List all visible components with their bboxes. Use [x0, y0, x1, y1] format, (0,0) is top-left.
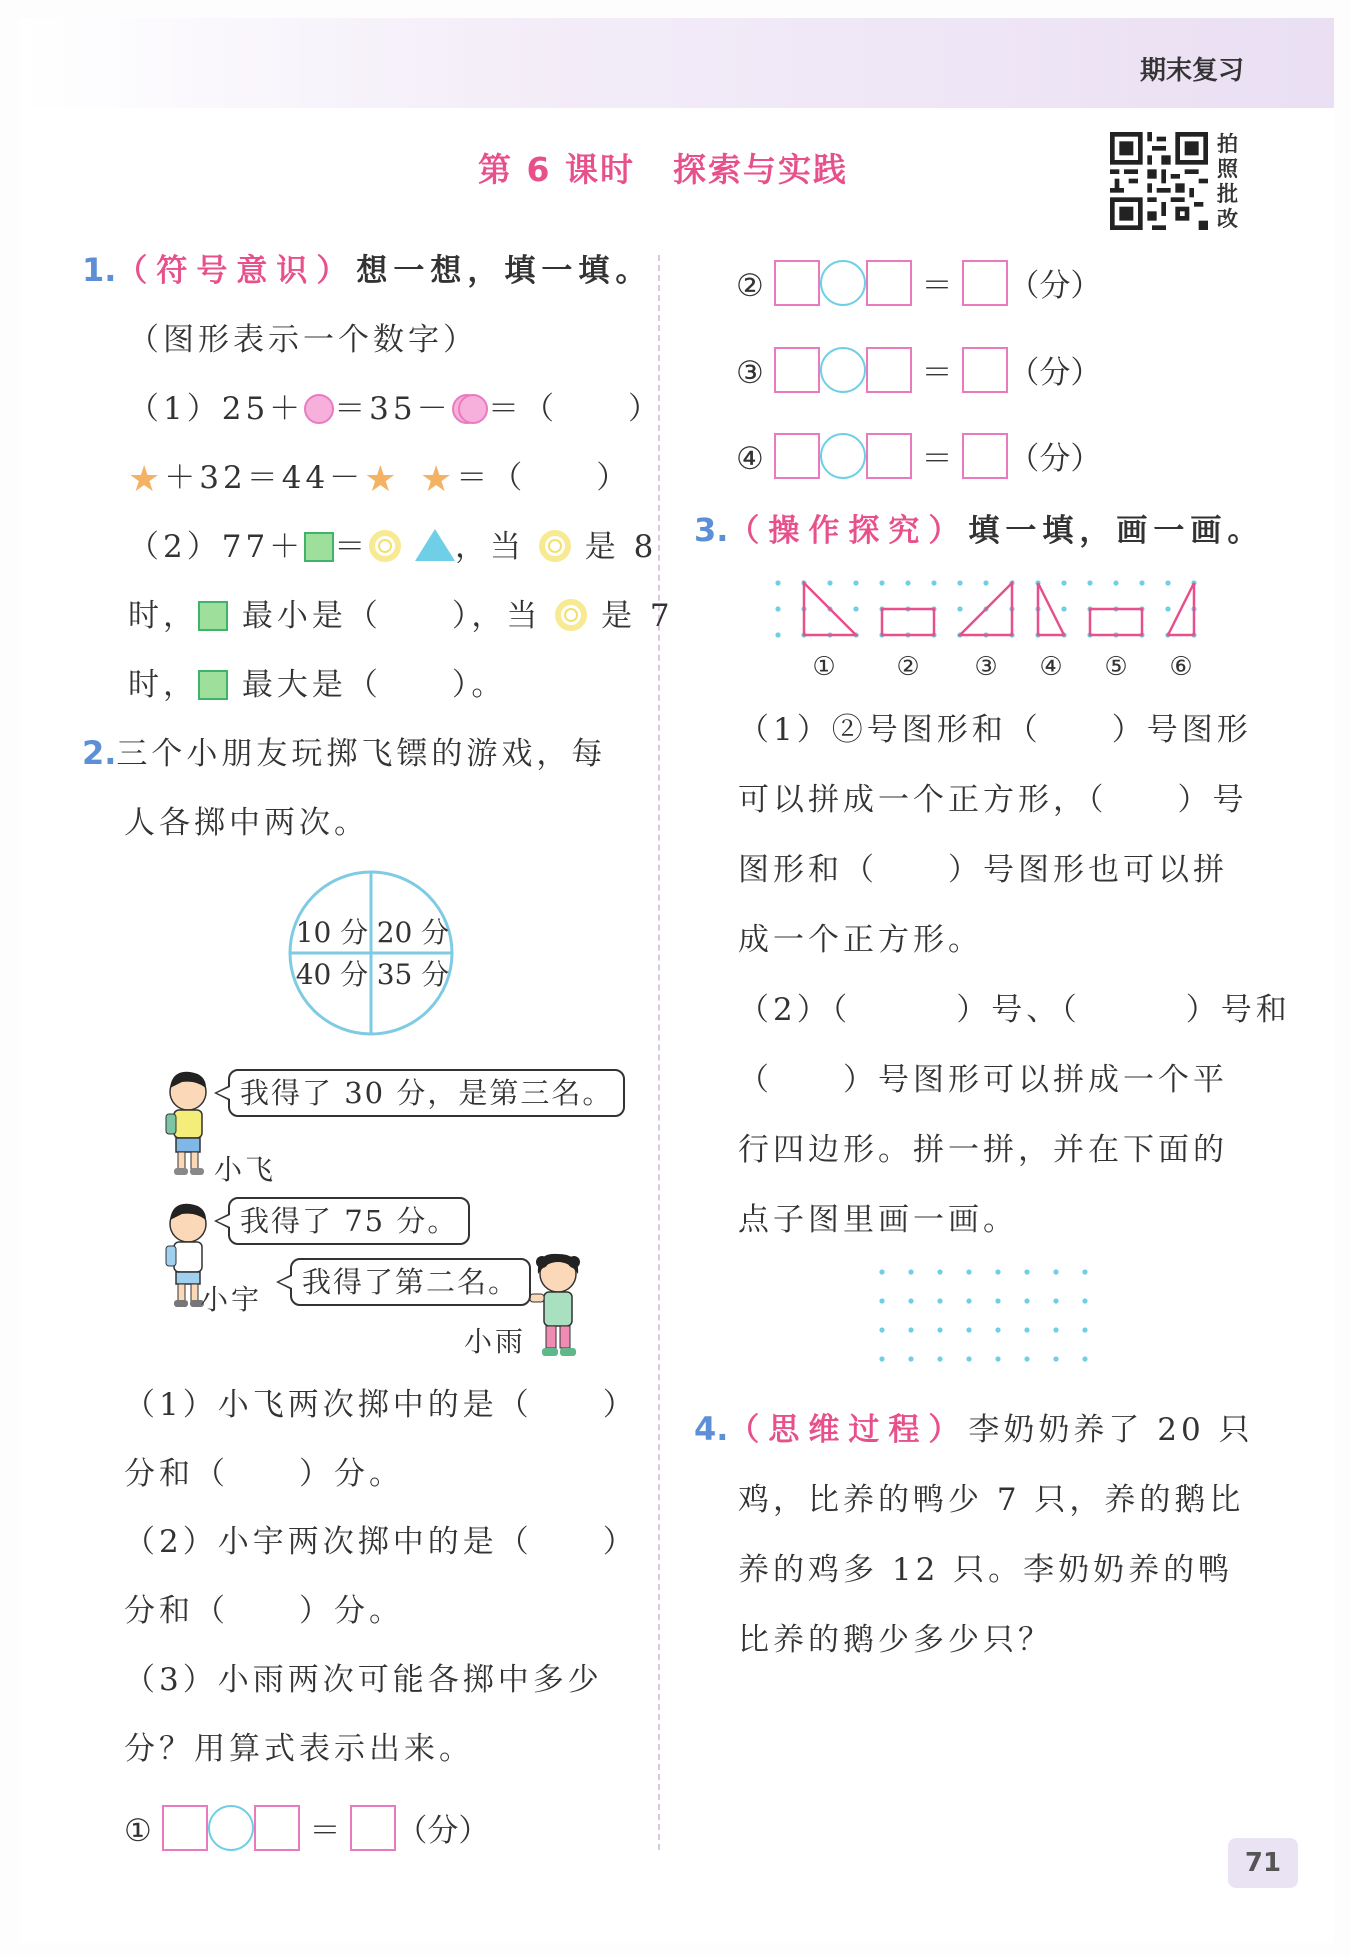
q1-note: （图形表示一个数字）: [128, 322, 478, 358]
q4-line4: 比养的鹅少多少只？: [738, 1622, 1053, 1658]
grid-dot: [1087, 580, 1092, 585]
q1-part1-ans1: ＝（ ）: [458, 389, 663, 429]
green-square-icon: [198, 670, 228, 700]
grid-dot: [775, 580, 780, 585]
star-icon: ★: [128, 459, 165, 500]
grid-dot: [1113, 580, 1118, 585]
answer-box[interactable]: [254, 1805, 300, 1851]
grid-dot: [966, 1269, 971, 1274]
kid-xiaoyu2-illustration: [526, 1248, 590, 1360]
grid-dot: [908, 1269, 913, 1274]
grid-dot: [1024, 1327, 1029, 1332]
q4-line2: 鸡，比养的鸭少 7 只，养的鹅比: [738, 1482, 1245, 1518]
pink-circle-icon: [458, 394, 488, 424]
drawing-dot-grid[interactable]: [872, 1262, 1102, 1382]
grid-dot: [908, 1327, 913, 1332]
grid-dot: [966, 1327, 971, 1332]
target-score: 35 分: [376, 958, 450, 991]
q2-sub2-line1: （2）小宇两次掷中的是（ ）: [124, 1524, 638, 1560]
operator-circle[interactable]: [820, 347, 866, 393]
grid-dot: [908, 1298, 913, 1303]
header-band: [20, 18, 1334, 108]
q2-text2: 人各掷中两次。: [124, 805, 369, 841]
equation-row-2: ② ＝ （分）: [736, 260, 1101, 306]
speech-bubble-xiaofei: 我得了 30 分，是第三名。: [228, 1069, 625, 1117]
q1-part1-eq2: ★＋32＝44－★: [128, 459, 401, 500]
q2-text1: 2.三个小朋友玩掷飞镖的游戏，每: [82, 734, 607, 772]
speech-bubble-xiaoyu: 我得了 75 分。: [228, 1197, 470, 1245]
shape-1-triangle: [804, 583, 856, 635]
shape-6-triangle: [1168, 583, 1194, 635]
page-number: 71: [1228, 1838, 1298, 1888]
grid-dot: [1053, 1298, 1058, 1303]
grid-dot: [1082, 1298, 1087, 1303]
shape-label: ⑤: [1104, 652, 1128, 682]
answer-box[interactable]: [162, 1805, 208, 1851]
name-xiaoyu2: 小雨: [464, 1325, 527, 1358]
q3-line4: 成一个正方形。: [738, 922, 983, 958]
shape-label: ③: [974, 652, 998, 682]
grid-dot: [966, 1298, 971, 1303]
grid-dot: [937, 1356, 942, 1361]
q3-line6: （ ）号图形可以拼成一个平: [738, 1062, 1228, 1098]
target-score: 20 分: [376, 916, 450, 949]
green-square-icon: [304, 532, 334, 562]
q3-heading: 3.（操作探究）填一填，画一画。: [694, 511, 1265, 549]
q3-line8: 点子图里画一画。: [738, 1202, 1018, 1238]
speech-bubble-xiaoyu2: 我得了第二名。: [290, 1258, 531, 1306]
grid-dot: [937, 1298, 942, 1303]
grid-dot: [1053, 1269, 1058, 1274]
grid-dot: [1139, 580, 1144, 585]
grid-dot: [957, 580, 962, 585]
shape-2-rectangle: [882, 609, 934, 635]
name-xiaoyu: 小宇: [200, 1283, 263, 1316]
page: [20, 18, 1334, 1943]
grid-dot: [937, 1269, 942, 1274]
grid-dot: [827, 580, 832, 585]
equation-row-3: ③ ＝ （分）: [736, 347, 1101, 393]
section-tag: 期末复习: [1140, 56, 1245, 86]
q2-sub3-line1: （3）小雨两次可能各掷中多少: [124, 1662, 603, 1698]
yellow-ring-icon: [369, 530, 401, 562]
qr-label: 拍照批改: [1217, 132, 1238, 231]
shape-label: ④: [1039, 652, 1063, 682]
grid-dot: [1165, 606, 1170, 611]
answer-box[interactable]: [866, 260, 912, 306]
grid-dot: [879, 1269, 884, 1274]
grid-dot: [995, 1356, 1000, 1361]
star-icon: ★: [364, 459, 401, 500]
grid-dot: [937, 1327, 942, 1332]
grid-dot: [879, 580, 884, 585]
grid-dot: [957, 606, 962, 611]
operator-circle[interactable]: [208, 1805, 254, 1851]
target-score: 10 分: [295, 916, 369, 949]
q3-line1: （1）②号图形和（ ）号图形: [738, 712, 1252, 748]
dart-target: [286, 868, 456, 1038]
shape-label: ⑥: [1169, 652, 1193, 682]
shape-label: ①: [812, 652, 836, 682]
grid-dot: [1053, 1356, 1058, 1361]
grid-dot: [1082, 1269, 1087, 1274]
grid-dot: [1053, 1327, 1058, 1332]
grid-dot: [1061, 606, 1066, 611]
answer-box[interactable]: [962, 260, 1008, 306]
shape-3-triangle: [960, 583, 1012, 635]
lesson-title: 第 6 课时 探索与实践: [478, 150, 848, 189]
equation-row-4: ④ ＝ （分）: [736, 433, 1101, 479]
grid-dot: [853, 606, 858, 611]
green-square-icon: [198, 601, 228, 631]
q4-line1: 4.（思维过程）李奶奶养了 20 只: [694, 1410, 1254, 1448]
grid-dot: [995, 1327, 1000, 1332]
grid-dot: [1165, 580, 1170, 585]
q2-sub3-line2: 分？用算式表示出来。: [124, 1731, 474, 1767]
q3-line2: 可以拼成一个正方形，（ ）号: [738, 782, 1248, 818]
shape-5-rectangle: [1090, 609, 1142, 635]
equation-row-1: ① ＝ （分）: [124, 1805, 489, 1851]
answer-box[interactable]: [774, 347, 820, 393]
q2-sub1-line2: 分和（ ）分。: [124, 1456, 404, 1492]
name-xiaofei: 小飞: [214, 1153, 277, 1186]
pink-circle-icon: [304, 394, 334, 424]
yellow-ring-icon: [539, 530, 571, 562]
operator-circle[interactable]: [820, 433, 866, 479]
shape-label: ②: [896, 652, 920, 682]
grid-dot: [775, 606, 780, 611]
q1-part2-line1: （2）77＋ ＝ ，当 是 8: [128, 529, 658, 565]
grid-dot: [995, 1269, 1000, 1274]
q3-line7: 行四边形。拼一拼，并在下面的: [738, 1132, 1228, 1168]
q4-line3: 养的鸡多 12 只。李奶奶养的鸭: [738, 1552, 1234, 1588]
column-divider: [658, 255, 660, 1850]
answer-box[interactable]: [774, 433, 820, 479]
q1-part1-ans2: ★＝（ ）: [420, 459, 632, 500]
q2-sub1-line1: （1）小飞两次掷中的是（ ）: [124, 1387, 638, 1423]
answer-box[interactable]: [962, 433, 1008, 479]
q1-part2-line2: 时， 最小是（ ），当 是 7: [128, 598, 674, 634]
grid-dot: [966, 1356, 971, 1361]
grid-dot: [1024, 1269, 1029, 1274]
grid-dot: [995, 1298, 1000, 1303]
star-icon: ★: [420, 459, 457, 500]
q1-heading: 1.（符号意识）想一想，填一填。: [82, 251, 653, 289]
q3-line3: 图形和（ ）号图形也可以拼: [738, 852, 1228, 888]
grid-dot: [879, 1356, 884, 1361]
grid-dot: [879, 1298, 884, 1303]
operator-circle[interactable]: [820, 260, 866, 306]
grid-dot: [983, 580, 988, 585]
grid-dot: [853, 580, 858, 585]
grid-dot: [1024, 1356, 1029, 1361]
qr-code[interactable]: [1110, 132, 1208, 230]
grid-dot: [1082, 1327, 1087, 1332]
target-score: 40 分: [295, 958, 369, 991]
grid-dot: [1024, 1298, 1029, 1303]
shape-4-triangle: [1038, 583, 1064, 635]
grid-dot: [879, 1327, 884, 1332]
answer-box[interactable]: [774, 260, 820, 306]
answer-box[interactable]: [866, 347, 912, 393]
answer-box[interactable]: [962, 347, 1008, 393]
answer-box[interactable]: [350, 1805, 396, 1851]
blue-triangle-icon: [415, 529, 455, 561]
q1-part1-eq1: （1）25＋ ＝35－: [128, 389, 482, 429]
answer-box[interactable]: [866, 433, 912, 479]
yellow-ring-icon: [555, 599, 587, 631]
q2-sub2-line2: 分和（ ）分。: [124, 1593, 404, 1629]
grid-dot: [775, 632, 780, 637]
shapes-dot-grid: [770, 575, 1210, 685]
grid-dot: [931, 580, 936, 585]
q1-part2-line3: 时， 最大是（ ）。: [128, 667, 507, 703]
q3-line5: （2）（ ）号、（ ）号和: [738, 992, 1291, 1028]
grid-dot: [1061, 580, 1066, 585]
grid-dot: [905, 580, 910, 585]
grid-dot: [1082, 1356, 1087, 1361]
kid-xiaofei-illustration: [160, 1068, 216, 1178]
grid-dot: [908, 1356, 913, 1361]
